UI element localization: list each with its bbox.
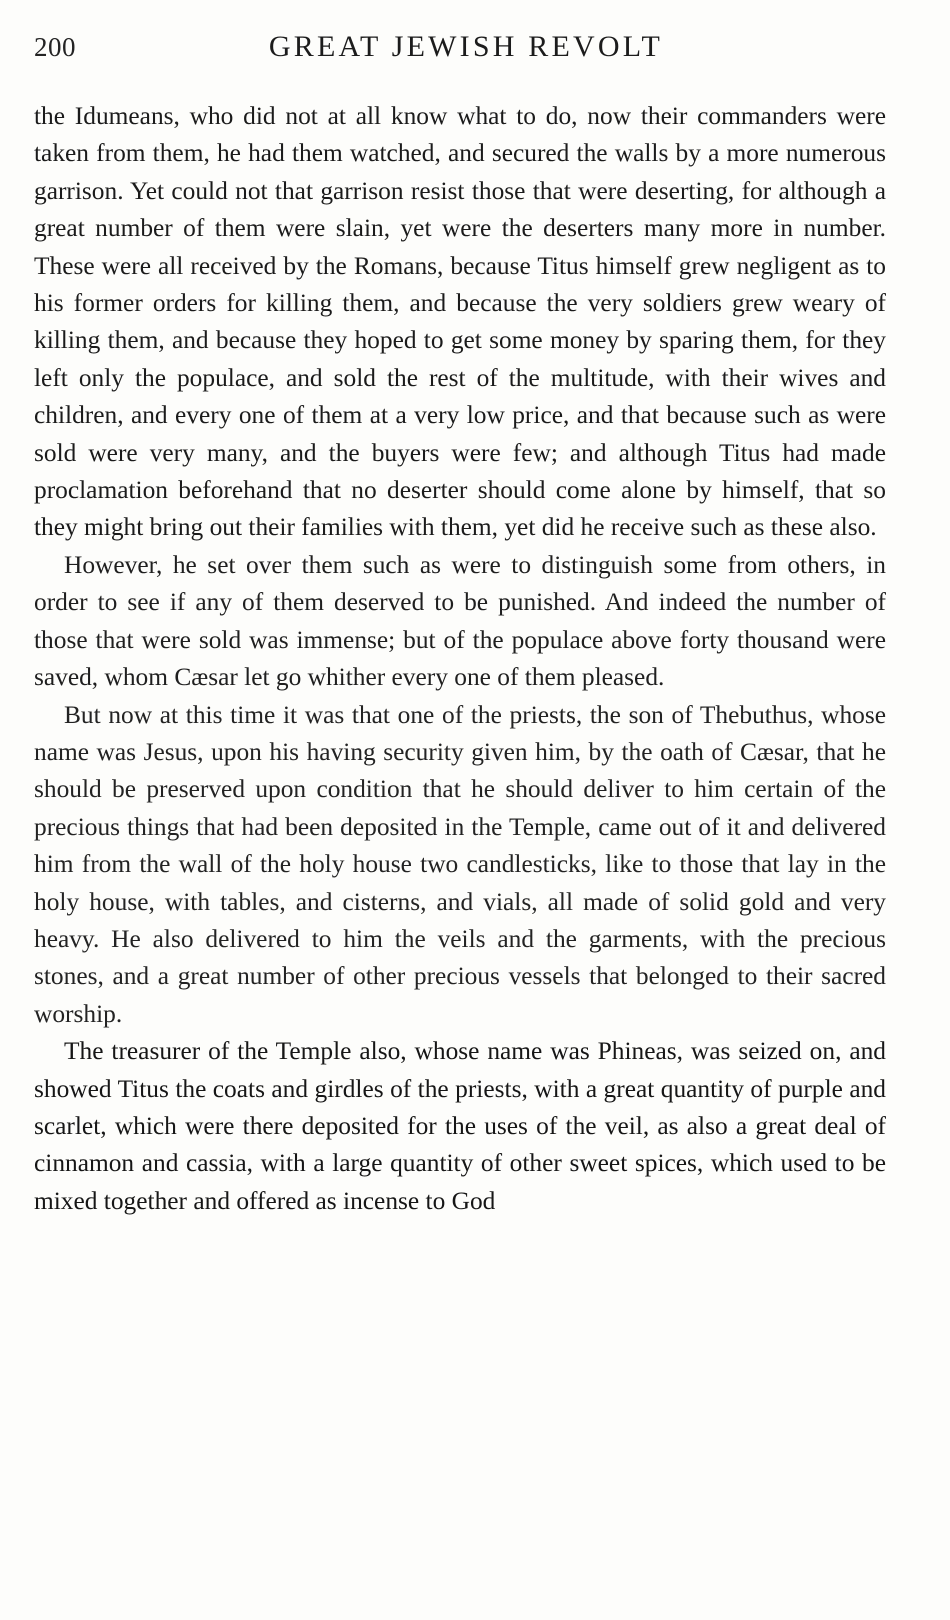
paragraph: But now at this time it was that one of the priests, the son of Thebuthus, whose name was Jesus, upon his having security given him, by the oath of Cæsar, that he should be preserved upon condition that he should deliver to him certain of the precious things that had been deposited in the Temple, came out of it and delivered him from the wall of the holy house two candlesticks, like to those that lay in the holy house, with tables, and cisterns, and vials, all made of solid gold and very heavy. He also delivered to him the veils and the garments, with the precious stones, and a great number of other precious vessels that belonged to their sacred worship. <box>34 700 886 1028</box>
page-number: 200 <box>34 32 76 62</box>
paragraph: However, he set over them such as were to distinguish some from others, in order to see if any of them deserved to be punished. And indeed the number of those that were sold was immense; but of the populace above forty thousand were saved, whom Cæsar let go whither every one of them pleased. <box>34 550 886 692</box>
page-header <box>30 30 888 84</box>
paragraph: The treasurer of the Temple also, whose name was Phineas, was seized on, and showed Titus the coats and girdles of the priests, with a great quantity of purple and scarlet, which were there deposited for the uses of the veil, as also a great deal of cinnamon and cassia, with a large quantity of other sweet spices, which used to be mixed together and offered as incense to God <box>34 1037 886 1215</box>
paragraph: the Idumeans, who did not at all know what to do, now their commanders were taken from them, he had them watched, and secured the walls by a more numerous garrison. Yet could not that garrison resist those that were deserting, for although a great number of them were slain, yet were the deserters many more in number. These were all received by the Romans, because Titus himself grew negligent as to his former orders for killing them, and because the very soldiers grew weary of killing them, and because they hoped to get some money by sparing them, for they left only the populace, and sold the rest of the multitude, with their wives and children, and every one of them at a very low price, and that because such as were sold were very many, and the buyers were few; and although Titus had made proclamation beforehand that no deserter should come alone by himself, that so they might bring out their families with them, yet did he receive such as these also. <box>34 102 886 542</box>
running-head: GREAT JEWISH REVOLT <box>268 30 664 63</box>
page-body <box>30 98 888 1220</box>
